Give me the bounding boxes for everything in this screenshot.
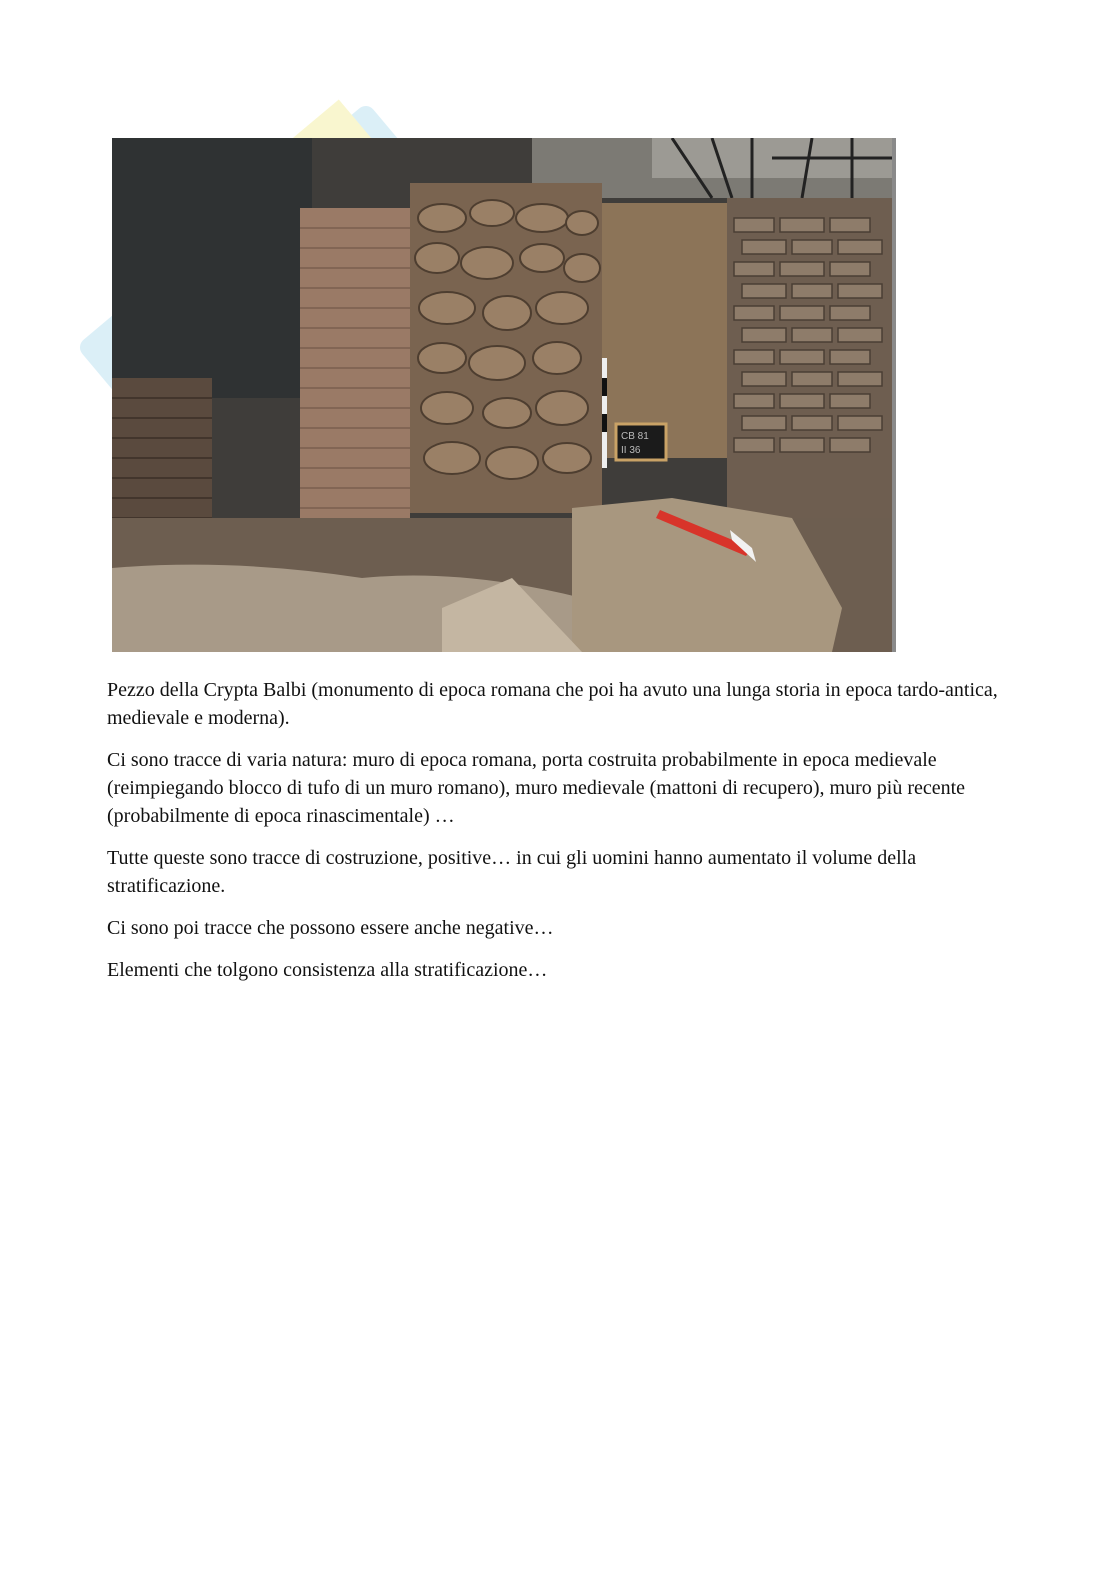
paragraph-3: Tutte queste sono tracce di costruzione, positive… in cui gli uomini hanno aumentato il volume della stratificazione. (107, 847, 917, 897)
paragraph-1: Pezzo della Crypta Balbi (monumento di epoca romana che poi ha avuto una lunga storia in epoca tardo-antica, medievale e moderna). (107, 679, 998, 729)
paragraph-4: Ci sono poi tracce che possono essere anche negative… (107, 917, 554, 939)
scale-tag-line-2: II 36 (621, 445, 641, 456)
excavation-photo (112, 138, 896, 652)
paragraph-2: Ci sono tracce di varia natura: muro di epoca romana, porta costruita probabilmente in epoca medievale (reimpiegando blocco di tufo di un muro romano), muro medievale (mattoni di recupero), muro più recente (probabilmente di epoca rinascimentale) … (107, 749, 966, 827)
scale-tag-line-1: CB 81 (621, 431, 649, 442)
paragraph-5: Elementi che tolgono consistenza alla stratificazione… (107, 959, 548, 981)
body-text (107, 676, 1007, 998)
